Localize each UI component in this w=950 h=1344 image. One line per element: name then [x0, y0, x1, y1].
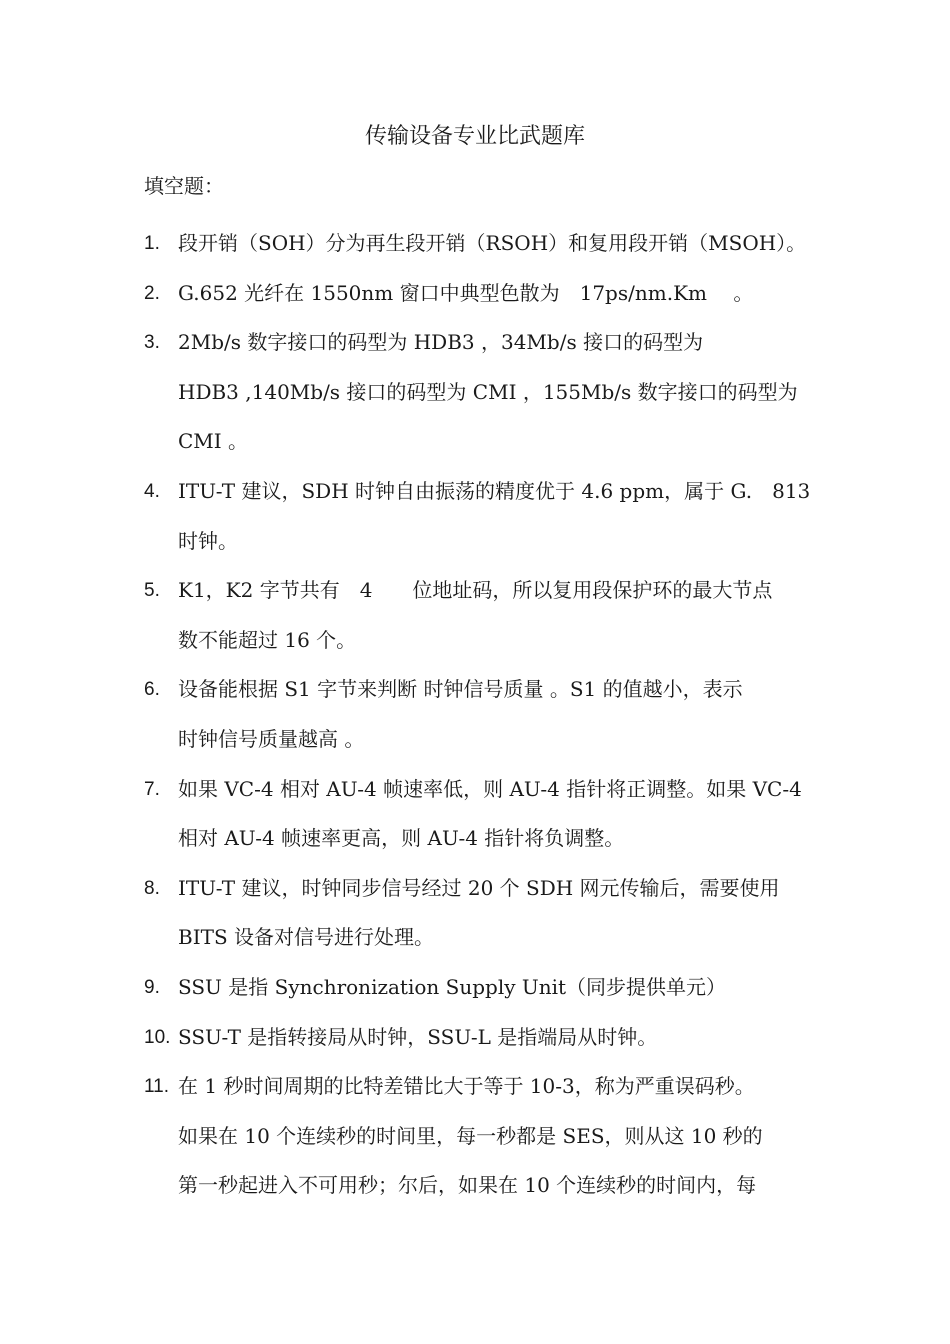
item-text: SSU-T 是指转接局从时钟，SSU-L 是指端局从时钟。 — [178, 1024, 658, 1049]
list-item — [144, 1062, 814, 1211]
list-item — [144, 467, 814, 566]
item-number: 2. — [144, 282, 160, 304]
item-number: 6. — [144, 679, 160, 701]
list-item — [144, 219, 814, 269]
item-text: ITU-T 建议，SDH 时钟自由振荡的精度优于 4.6 ppm，属于 G. 813 时钟。 — [178, 478, 811, 553]
list-item — [144, 665, 814, 764]
item-text: G.652 光纤在 1550nm 窗口中典型色散为 17ps/nm.Km 。 — [178, 280, 754, 305]
item-number: 3. — [144, 332, 160, 354]
item-number: 9. — [144, 976, 160, 998]
item-text: K1，K2 字节共有 4 位地址码，所以复用段保护环的最大节点 数不能超过 16 个。 — [178, 578, 773, 652]
item-text: 在 1 秒时间周期的比特差错比大于等于 10-3，称为严重误码秒。 如果在 10 个连续秒的时间里，每一秒都是 SES，则从这 10 秒的 第一秒起进入不可用秒；尔后，如果在 10 个连续秒的时间内，每 — [178, 1074, 763, 1198]
item-text: 如果 VC-4 相对 AU-4 帧速率低，则 AU-4 指针将正调整。如果 VC-4 相对 AU-4 帧速率更高，则 AU-4 指针将负调整。 — [178, 776, 802, 851]
item-text: 段开销（SOH）分为再生段开销（RSOH）和复用段开销（MSOH）。 — [178, 231, 807, 255]
question-list — [144, 219, 814, 1211]
list-item — [144, 864, 814, 963]
item-text: 设备能根据 S1 字节来判断 时钟信号质量 。S1 的值越小，表示 时钟信号质量越高 。 — [178, 677, 743, 751]
item-number: 10. — [144, 1026, 171, 1048]
section-heading: 填空题： — [144, 174, 224, 198]
item-text: ITU-T 建议，时钟同步信号经过 20 个 SDH 网元传输后，需要使用 BITS 设备对信号进行处理。 — [178, 875, 780, 950]
list-item — [144, 318, 814, 467]
item-number: 5. — [144, 580, 160, 602]
item-number: 4. — [144, 480, 160, 502]
item-number: 8. — [144, 877, 160, 899]
item-number: 7. — [144, 778, 160, 800]
list-item — [144, 765, 814, 864]
item-text: SSU 是指 Synchronization Supply Unit（同步提供单元） — [178, 974, 727, 999]
list-item — [144, 963, 814, 1013]
document-title: 传输设备专业比武题库 — [364, 124, 585, 149]
item-text: 2Mb/s 数字接口的码型为 HDB3 ，34Mb/s 接口的码型为 HDB3 ,140Mb/s 接口的码型为 CMI ，155Mb/s 数字接口的码型为 CMI 。 — [178, 330, 798, 454]
list-item — [144, 1013, 814, 1063]
item-number: 1. — [144, 233, 160, 254]
list-item — [144, 269, 814, 319]
list-item — [144, 566, 814, 665]
item-number: 11. — [144, 1076, 170, 1098]
